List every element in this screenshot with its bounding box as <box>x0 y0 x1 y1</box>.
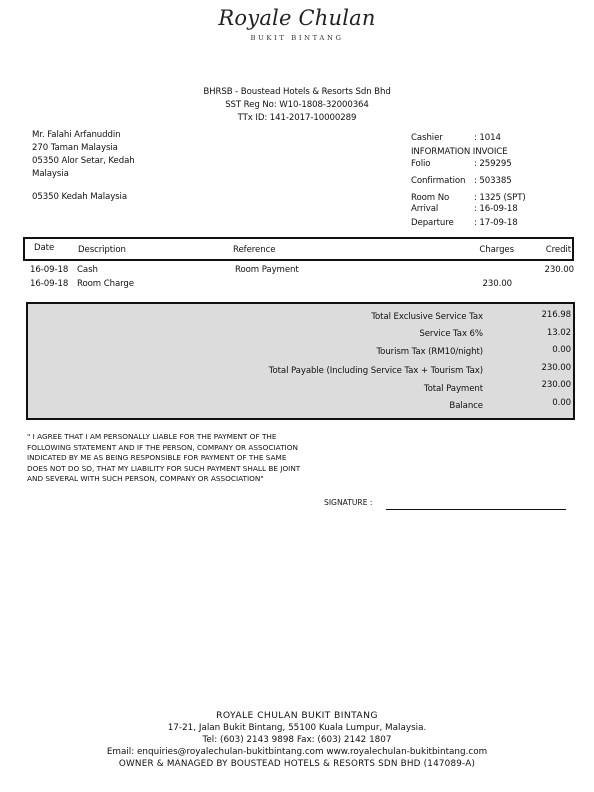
column-header-charges: Charges <box>479 245 514 255</box>
tourism-tax-label: Tourism Tax (RM10/night) <box>376 347 483 357</box>
liability-disclaimer: " I AGREE THAT I AM PERSONALLY LIABLE FOR THE PAYMENT OF THE FOLLOWING STATEMENT AND IF THE PERSON, COMPANY OR ASSOCIATION INDICATED BY ME AS BEING RESPONSIBLE FOR PAYMENT OF THE SAME DOES NOT DO SO, THAT MY LIABILITY FOR SUCH PAYMENT SHALL BE JOINT AND SEVERAL WITH SUCH PERSON, COMPANY OR ASSOCIATION" <box>27 432 301 484</box>
guest-address-line: 270 Taman Malaysia <box>32 143 118 153</box>
confirmation-value: : 503385 <box>474 176 512 186</box>
total-exclusive-label: Total Exclusive Service Tax <box>371 312 483 322</box>
invoice-title: INFORMATION INVOICE <box>411 147 508 157</box>
folio-value: : 259295 <box>474 159 512 169</box>
departure-value: : 17-09-18 <box>474 218 518 228</box>
guest-address-line: 05350 Kedah Malaysia <box>32 192 128 202</box>
arrival-value: : 16-09-18 <box>474 204 518 214</box>
footer-phone-fax: Tel: (603) 2143 9898 Fax: (603) 2142 1807 <box>202 735 392 745</box>
footer-address: 17-21, Jalan Bukit Bintang, 55100 Kuala Lumpur, Malaysia. <box>167 723 427 733</box>
folio-label: Folio <box>411 159 431 169</box>
total-payable-value: 230.00 <box>541 363 571 373</box>
row-description: Room Charge <box>77 279 134 289</box>
total-exclusive-value: 216.98 <box>541 310 571 320</box>
room-no-label: Room No <box>411 193 450 203</box>
guest-name: Mr. Falahi Arfanuddin <box>32 130 121 140</box>
column-header-description: Description <box>78 245 126 255</box>
column-header-credit: Credit <box>545 245 571 255</box>
service-tax-label: Service Tax 6% <box>419 329 483 339</box>
row-credit: 230.00 <box>544 265 574 275</box>
row-reference: Room Payment <box>235 265 299 275</box>
logo-subtitle: BUKIT BINTANG <box>250 34 344 42</box>
total-payable-label: Total Payable (Including Service Tax + Tourism Tax) <box>268 366 483 376</box>
footer-hotel-name: ROYALE CHULAN BUKIT BINTANG <box>216 710 378 721</box>
guest-address-line: 05350 Alor Setar, Kedah <box>32 156 135 166</box>
total-payment-label: Total Payment <box>423 384 483 394</box>
ttx-id: TTx ID: 141-2017-10000289 <box>237 113 357 123</box>
column-header-reference: Reference <box>233 245 276 255</box>
balance-value: 0.00 <box>552 398 571 408</box>
service-tax-value: 13.02 <box>546 328 571 338</box>
cashier-label: Cashier <box>411 133 443 143</box>
row-charges: 230.00 <box>482 279 512 289</box>
balance-label: Balance <box>449 401 483 411</box>
row-description: Cash <box>77 265 98 275</box>
row-date: 16-09-18 <box>30 279 69 289</box>
hotel-logo: Royale Chulan <box>218 6 376 30</box>
room-no-value: : 1325 (SPT) <box>474 193 526 203</box>
company-name: BHRSB - Boustead Hotels & Resorts Sdn Bhd <box>203 87 391 97</box>
footer-email-web: Email: enquiries@royalechulan-bukitbintang.com www.royalechulan-bukitbintang.com <box>106 747 488 757</box>
footer-owner: OWNER & MANAGED BY BOUSTEAD HOTELS & RESORTS SDN BHD (147089-A) <box>118 759 476 769</box>
signature-label: SIGNATURE : <box>324 498 373 507</box>
sst-reg-no: SST Reg No: W10-1808-32000364 <box>225 100 369 110</box>
total-payment-value: 230.00 <box>541 380 571 390</box>
arrival-label: Arrival <box>411 204 439 214</box>
cashier-value: : 1014 <box>474 133 501 143</box>
column-header-date: Date <box>34 243 55 253</box>
tourism-tax-value: 0.00 <box>552 345 571 355</box>
row-date: 16-09-18 <box>30 265 69 275</box>
confirmation-label: Confirmation <box>411 176 466 186</box>
guest-address-line: Malaysia <box>32 169 69 179</box>
signature-line <box>386 509 566 510</box>
departure-label: Departure <box>411 218 454 228</box>
